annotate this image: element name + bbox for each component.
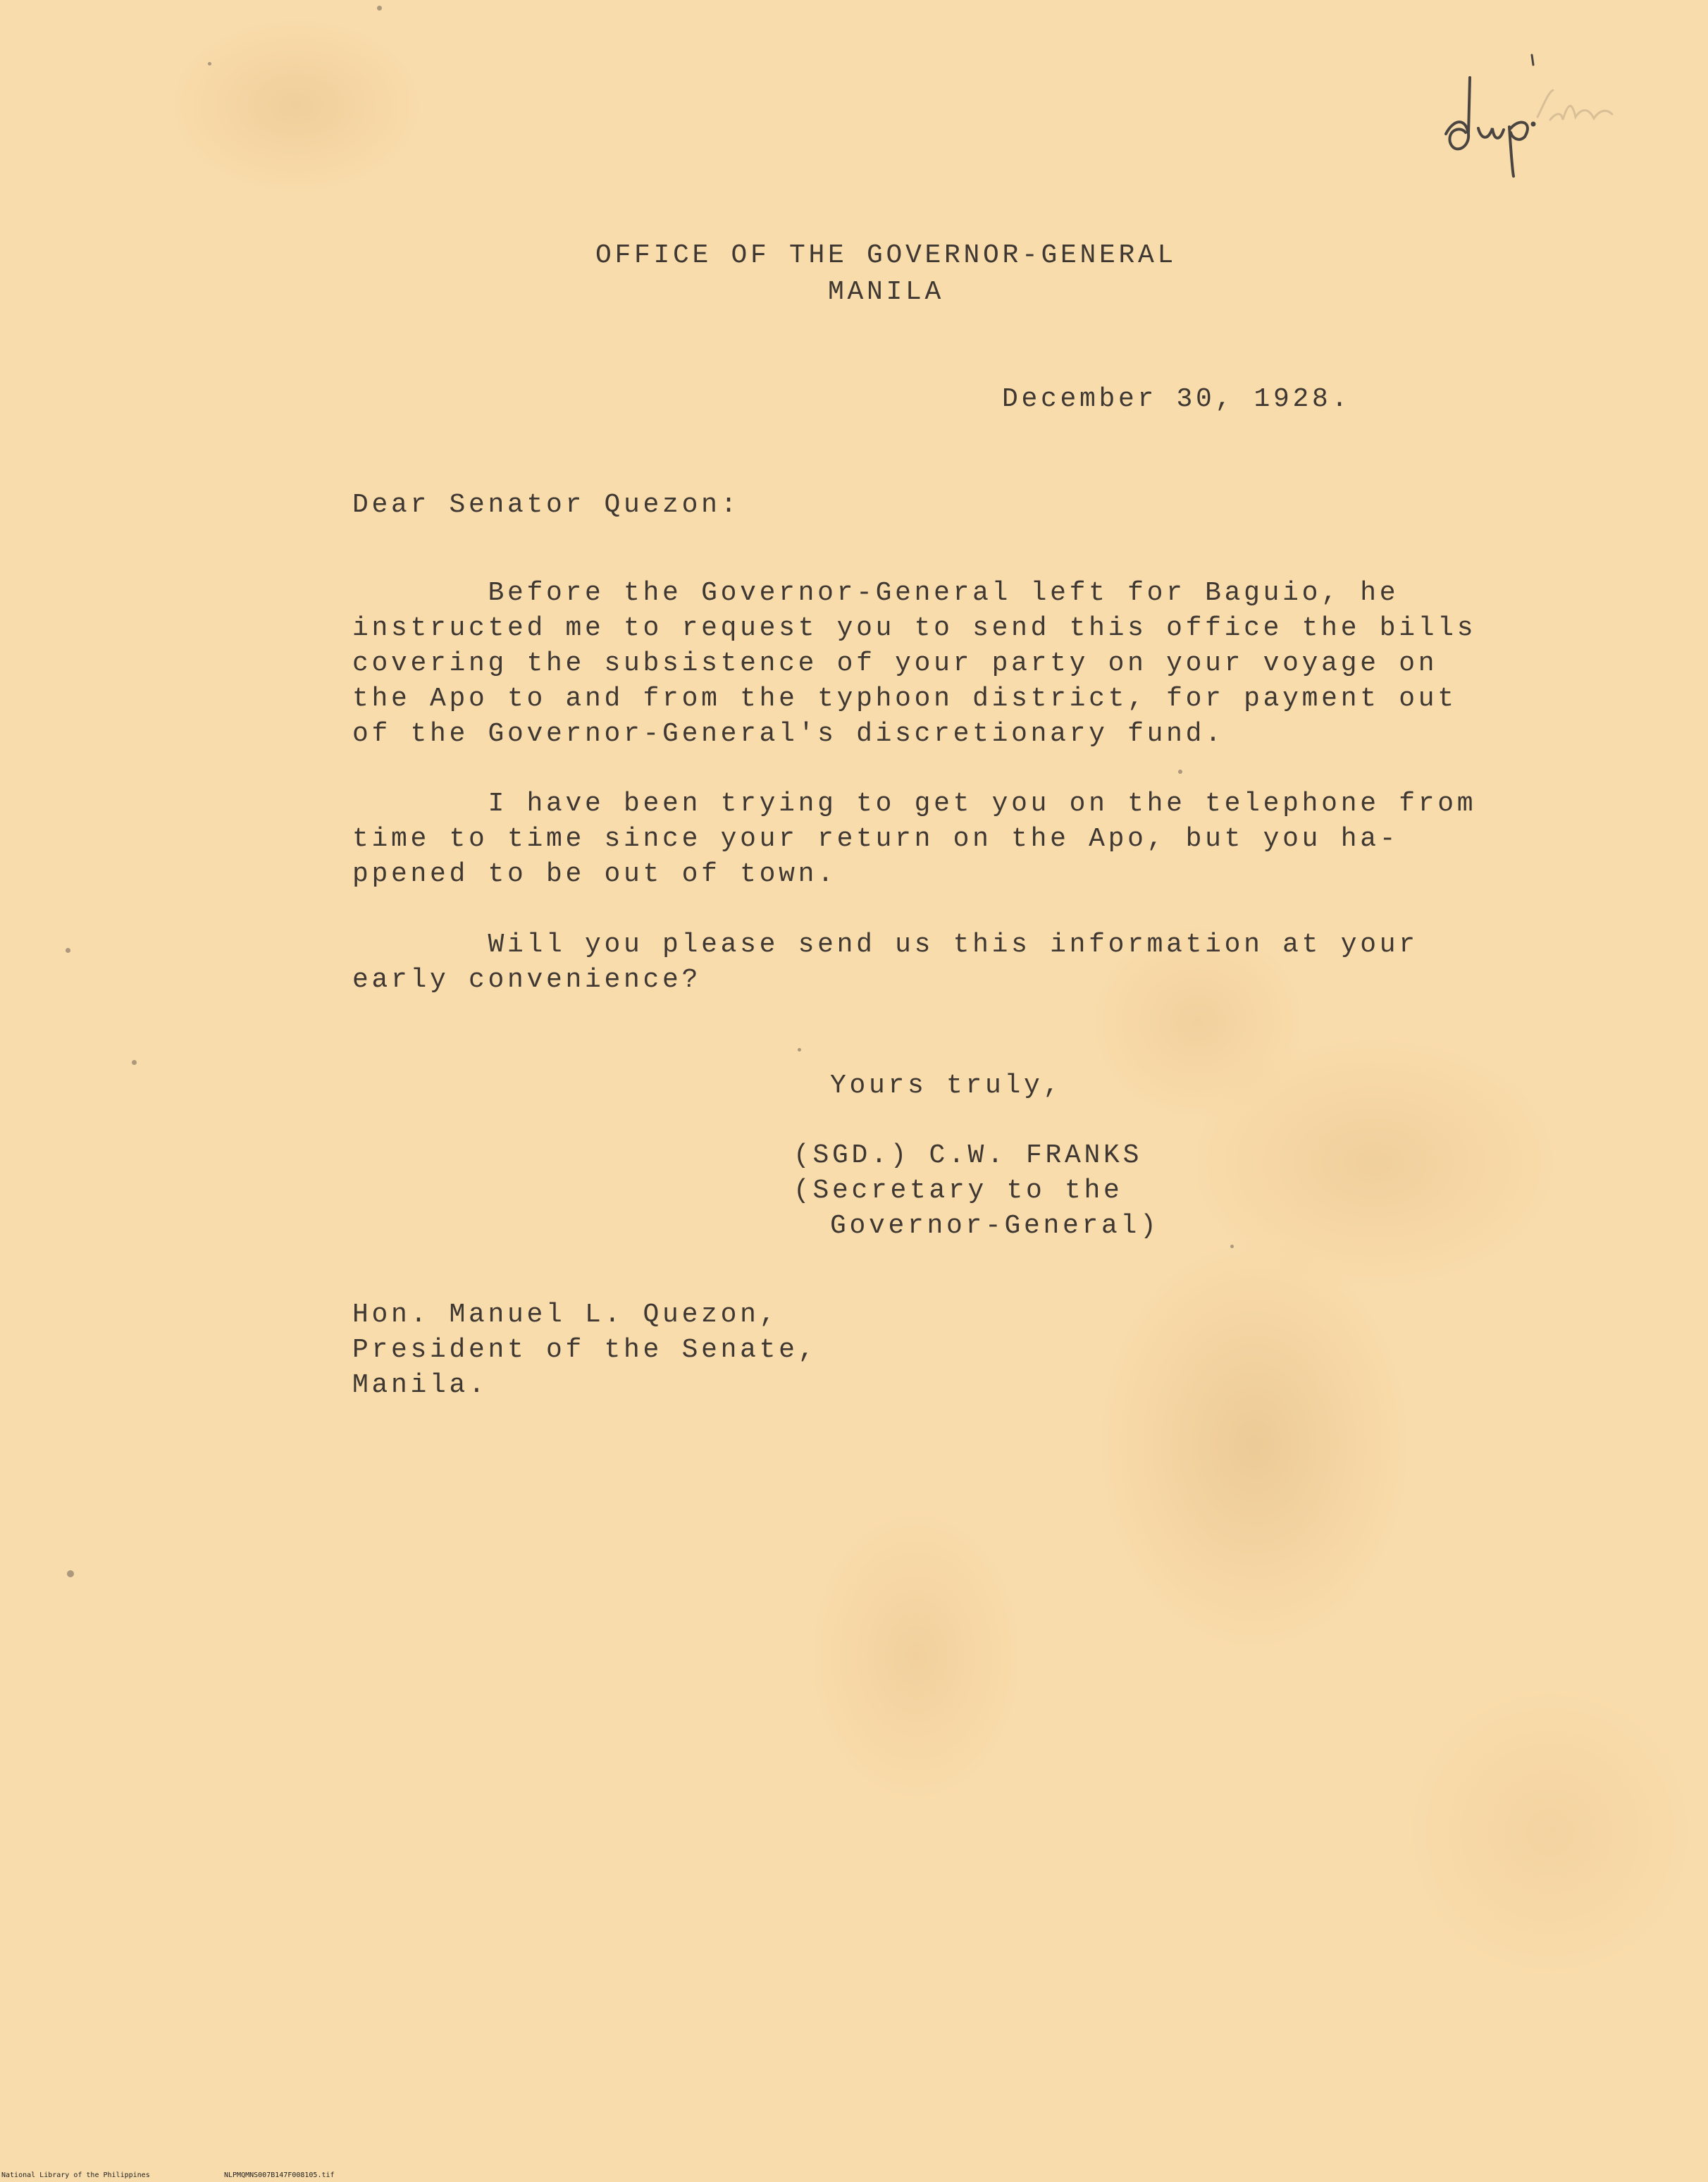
- signature-title-line-1: (Secretary to the: [793, 1176, 1123, 1206]
- footer-file-id: NLPMQMNS007B147F008105.tif: [224, 2171, 335, 2179]
- letter-date: December 30, 1928.: [1002, 384, 1351, 414]
- paragraph-1-line: Before the Governor-General left for Baguio, he: [352, 578, 1399, 608]
- paper-speck: [1230, 1245, 1234, 1248]
- letterhead-office: OFFICE OF THE GOVERNOR-GENERAL: [595, 240, 1177, 271]
- paper-speck: [208, 62, 211, 66]
- paragraph-1-line: instructed me to request you to send this office the bills: [352, 613, 1477, 643]
- paragraph-3-line: early convenience?: [352, 965, 702, 995]
- paper-speck: [1178, 770, 1182, 774]
- paragraph-1-line: of the Governor-General's discretionary fund.: [352, 719, 1225, 749]
- paragraph-3-line: Will you please send us this information at your: [352, 930, 1418, 960]
- paragraph-2-line: I have been trying to get you on the telephone from: [352, 789, 1477, 819]
- paper-speck: [66, 948, 70, 953]
- paragraph-2-line: time to time since your return on the Apo, but you ha-: [352, 824, 1399, 854]
- signature-title-line-2: Governor-General): [830, 1211, 1160, 1241]
- letterhead-city: MANILA: [827, 277, 945, 307]
- paper-speck: [132, 1060, 137, 1065]
- recipient-line-2: President of the Senate,: [352, 1335, 818, 1365]
- handwritten-annotation: [1437, 49, 1621, 190]
- closing: Yours truly,: [830, 1071, 1063, 1101]
- recipient-line-3: Manila.: [352, 1370, 488, 1400]
- recipient-line-1: Hon. Manuel L. Quezon,: [352, 1300, 779, 1330]
- salutation: Dear Senator Quezon:: [352, 490, 741, 520]
- signature-name: (SGD.) C.W. FRANKS: [793, 1140, 1143, 1171]
- paper-speck: [377, 6, 382, 11]
- footer-library: National Library of the Philippines: [1, 2171, 150, 2179]
- paragraph-1-line: covering the subsistence of your party on your voyage on: [352, 648, 1438, 679]
- paragraph-1-line: the Apo to and from the typhoon district, for payment out: [352, 684, 1457, 714]
- paper-speck: [798, 1048, 801, 1052]
- paragraph-2-line: ppened to be out of town.: [352, 859, 837, 889]
- paper-speck: [67, 1570, 74, 1577]
